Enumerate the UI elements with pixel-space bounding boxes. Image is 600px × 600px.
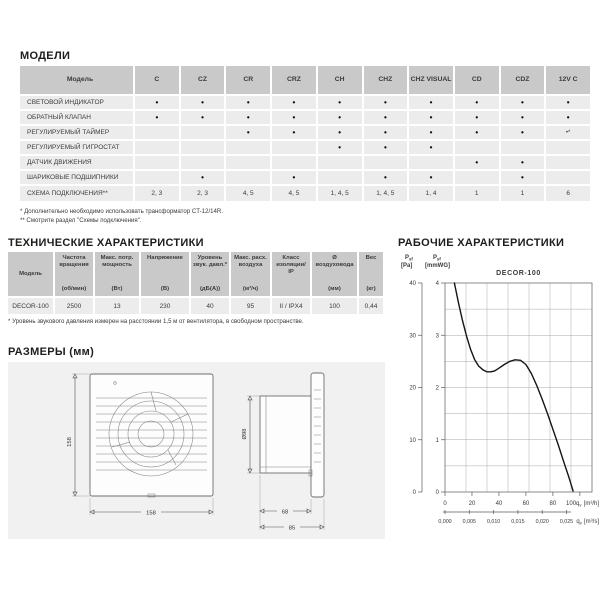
models-cell: 2, 3 xyxy=(135,186,179,201)
side-view-drawing xyxy=(260,373,324,497)
models-cell: • xyxy=(226,96,270,109)
models-cell: • xyxy=(318,96,362,109)
models-cell: • xyxy=(226,126,270,139)
models-cell xyxy=(364,156,408,169)
models-cell xyxy=(318,156,362,169)
models-row-label: ОБРАТНЫЙ КЛАПАН xyxy=(20,111,133,124)
tech-col-header: Вес (кг) xyxy=(359,252,383,296)
tech-cell: II / IPX4 xyxy=(272,298,310,314)
svg-text:4: 4 xyxy=(435,281,439,288)
models-cell: • xyxy=(546,96,590,109)
models-cell xyxy=(501,141,545,154)
svg-text:0,020: 0,020 xyxy=(535,519,549,525)
svg-text:1: 1 xyxy=(435,437,439,444)
models-cell: • xyxy=(501,111,545,124)
svg-text:60: 60 xyxy=(522,501,530,507)
models-cell: •* xyxy=(546,126,590,139)
models-cell: • xyxy=(455,96,499,109)
models-row-label: ШАРИКОВЫЕ ПОДШИПНИКИ xyxy=(20,171,133,184)
models-cell: • xyxy=(181,96,225,109)
models-table xyxy=(20,66,590,201)
svg-text:0,025: 0,025 xyxy=(559,519,574,525)
svg-text:30: 30 xyxy=(409,333,416,340)
svg-text:0: 0 xyxy=(412,490,416,497)
tech-col-header: Ø воздуховода (мм) xyxy=(312,252,357,296)
tech-cell: 0,44 xyxy=(359,298,383,314)
models-cell: • xyxy=(272,96,316,109)
models-cell xyxy=(409,156,453,169)
models-cell xyxy=(455,171,499,184)
svg-text:40: 40 xyxy=(495,501,503,507)
models-cell: • xyxy=(181,171,225,184)
models-cell: • xyxy=(409,96,453,109)
models-row-label: ДАТЧИК ДВИЖЕНИЯ xyxy=(20,156,133,169)
tech-col-header: Макс. расх. воздуха (м³/ч) xyxy=(231,252,270,296)
svg-text:0,010: 0,010 xyxy=(486,519,501,525)
models-col-header: CRZ xyxy=(272,66,316,94)
models-cell: 2, 3 xyxy=(181,186,225,201)
models-cell: • xyxy=(455,156,499,169)
models-cell: • xyxy=(501,171,545,184)
models-col-header: CD xyxy=(455,66,499,94)
models-cell xyxy=(272,156,316,169)
models-cell xyxy=(455,141,499,154)
models-cell: • xyxy=(364,126,408,139)
tech-col-header: Частота вращения (об/мин) xyxy=(55,252,93,296)
dimensions-drawing xyxy=(8,362,385,539)
models-cell: • xyxy=(409,126,453,139)
svg-text:0: 0 xyxy=(435,490,439,497)
models-cell: • xyxy=(181,111,225,124)
models-cell: 1 xyxy=(501,186,545,201)
models-cell: 6 xyxy=(546,186,590,201)
tech-cell: 230 xyxy=(141,298,189,314)
tech-col-header: Макс. потр. мощность (Вт) xyxy=(95,252,139,296)
models-cell: • xyxy=(409,171,453,184)
models-cell: • xyxy=(272,126,316,139)
models-cell xyxy=(135,126,179,139)
models-cell xyxy=(546,141,590,154)
svg-text:Psf: $P_{sf}$ xyxy=(433,255,441,262)
svg-text:2: 2 xyxy=(435,385,439,392)
models-cell xyxy=(135,171,179,184)
models-col-header: CDZ xyxy=(501,66,545,94)
tech-col-header: Класс изоляции/ IP xyxy=(272,252,310,296)
models-cell: • xyxy=(318,111,362,124)
dimensions-section-title: РАЗМЕРЫ (мм) xyxy=(8,346,95,358)
tech-col-header: Модель xyxy=(8,252,53,296)
models-cell xyxy=(181,156,225,169)
dim-front-width: 158 xyxy=(146,510,156,517)
tech-cell: 100 xyxy=(312,298,357,314)
svg-text:20: 20 xyxy=(468,501,476,507)
tech-footnote: * Уровень звукового давления измерен на расстоянии 1,5 м от вентилятора, в свободном пространстве. xyxy=(8,318,304,325)
tech-cell: 2500 xyxy=(55,298,93,314)
models-footnote-2: ** Смотрите раздел "Схемы подключения". xyxy=(20,217,142,225)
svg-text:0,005: 0,005 xyxy=(462,519,476,525)
models-cell xyxy=(226,156,270,169)
models-col-header: CR xyxy=(226,66,270,94)
svg-text:Psf: $P_{sf}$ xyxy=(405,255,413,262)
models-col-header: CZ xyxy=(181,66,225,94)
models-cell: • xyxy=(455,111,499,124)
svg-text:20: 20 xyxy=(409,385,416,392)
models-col-header: CH xyxy=(318,66,362,94)
fan-curve-line xyxy=(454,283,573,491)
dim-total-depth: 85 xyxy=(288,525,296,532)
svg-text:3: 3 xyxy=(435,333,439,340)
dim-duct-diameter: Ø98 xyxy=(242,428,248,440)
models-cell: • xyxy=(318,141,362,154)
curves-section-title: РАБОЧИЕ ХАРАКТЕРИСТИКИ xyxy=(398,237,565,249)
models-cell: • xyxy=(364,141,408,154)
models-cell: • xyxy=(364,171,408,184)
models-cell: • xyxy=(546,111,590,124)
models-cell: • xyxy=(135,96,179,109)
models-cell: • xyxy=(135,111,179,124)
models-cell xyxy=(272,141,316,154)
tech-table xyxy=(8,252,383,314)
models-cell: • xyxy=(272,111,316,124)
tech-col-header: Напряжение (В) xyxy=(141,252,189,296)
models-row-label: РЕГУЛИРУЕМЫЙ ГИГРОСТАТ xyxy=(20,141,133,154)
tech-cell: DECOR-100 xyxy=(8,298,53,314)
svg-text:DECOR-100: DECOR-100 xyxy=(496,270,541,277)
models-cell xyxy=(135,141,179,154)
models-cell: • xyxy=(226,111,270,124)
models-cell xyxy=(226,171,270,184)
models-cell xyxy=(546,171,590,184)
models-row-label: СХЕМА ПОДКЛЮЧЕНИЯ** xyxy=(20,186,133,201)
models-cell: • xyxy=(409,141,453,154)
dim-front-height: 158 xyxy=(67,437,73,447)
models-cell: 1, 4, 5 xyxy=(364,186,408,201)
models-cell: • xyxy=(272,171,316,184)
tech-cell: 95 xyxy=(231,298,270,314)
models-cell: 1 xyxy=(455,186,499,201)
models-cell xyxy=(181,141,225,154)
svg-text:0: 0 xyxy=(443,501,447,507)
tech-cell: 40 xyxy=(191,298,229,314)
models-cell: 1, 4, 5 xyxy=(318,186,362,201)
models-col-header: C xyxy=(135,66,179,94)
models-col-header: CHZ VISUAL xyxy=(409,66,453,94)
svg-text:0,000: 0,000 xyxy=(438,519,452,525)
models-row-label: РЕГУЛИРУЕМЫЙ ТАЙМЕР xyxy=(20,126,133,139)
tech-section-title: ТЕХНИЧЕСКИЕ ХАРАКТЕРИСТИКИ xyxy=(8,237,204,249)
models-cell xyxy=(226,141,270,154)
models-cell xyxy=(318,171,362,184)
models-cell: 1, 4 xyxy=(409,186,453,201)
tech-col-header: Уровень звук. давл.* (дБ(А)) xyxy=(191,252,229,296)
models-cell: • xyxy=(455,126,499,139)
models-cell xyxy=(135,156,179,169)
svg-text:100qv [m³/h]: $100q_v$ [m³/h] xyxy=(566,501,599,508)
models-section-title: МОДЕЛИ xyxy=(20,50,71,62)
models-cell: • xyxy=(501,96,545,109)
models-cell: 4, 5 xyxy=(272,186,316,201)
svg-text:0,015: 0,015 xyxy=(511,519,525,525)
tech-cell: 13 xyxy=(95,298,139,314)
svg-text:80: 80 xyxy=(549,501,557,507)
models-col-header: CHZ xyxy=(364,66,408,94)
models-cell xyxy=(546,156,590,169)
svg-text:qv [m³/s]: $q_v$ [m³/s] xyxy=(576,519,599,526)
models-footnotes xyxy=(20,207,223,226)
models-cell: • xyxy=(409,111,453,124)
models-cell: • xyxy=(364,96,408,109)
front-view-drawing xyxy=(90,374,213,497)
svg-text:40: 40 xyxy=(409,281,416,288)
models-cell: • xyxy=(364,111,408,124)
svg-text:10: 10 xyxy=(409,437,416,444)
models-col-header: 12V C xyxy=(546,66,590,94)
models-cell: 4, 5 xyxy=(226,186,270,201)
models-row-label: СВЕТОВОЙ ИНДИКАТОР xyxy=(20,96,133,109)
models-corner-header: Модель xyxy=(20,66,133,94)
models-cell: • xyxy=(318,126,362,139)
svg-text:[Pa]: [Pa] xyxy=(401,263,413,269)
models-cell xyxy=(181,126,225,139)
svg-text:[mmWG]: [mmWG] xyxy=(425,263,450,269)
models-cell: • xyxy=(501,156,545,169)
fan-curve-chart xyxy=(395,248,600,540)
models-footnote-1: * Дополнительно необходимо использовать трансформатор CT-12/14R. xyxy=(20,208,224,215)
models-cell: • xyxy=(501,126,545,139)
dim-duct-length: 68 xyxy=(281,509,289,516)
